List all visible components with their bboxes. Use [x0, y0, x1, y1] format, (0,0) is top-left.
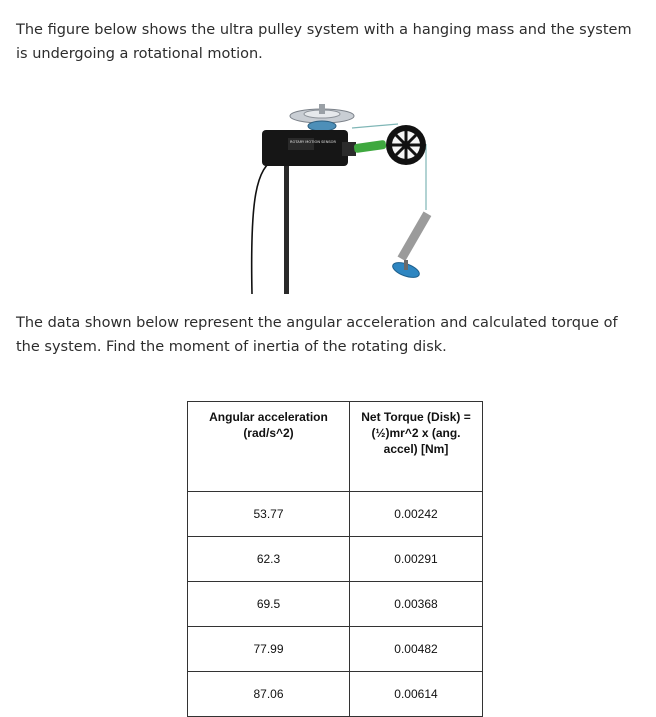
support-rod [284, 158, 289, 294]
cell-angular-acceleration: 69.5 [188, 582, 350, 627]
table-row [188, 582, 483, 627]
cell-net-torque: 0.00242 [350, 492, 483, 537]
cell-net-torque: 0.00482 [350, 627, 483, 672]
question-paragraph: The data shown below represent the angular acceleration and calculated torque of the system. Find the moment of inertia of the rotating disk. [16, 315, 618, 355]
header-angular-acceleration: Angular acceleration (rad/s^2) [188, 402, 350, 492]
cell-net-torque: 0.00614 [350, 672, 483, 717]
intro-paragraph: The figure below shows the ultra pulley system with a hanging mass and the system is undergoing a rotational motion. [16, 22, 632, 62]
table-row [188, 672, 483, 717]
pulley-clamp-arm [354, 140, 387, 153]
data-table [187, 401, 483, 717]
hanging-mass [391, 211, 432, 280]
string [352, 124, 398, 128]
pulley-wheel [386, 125, 426, 165]
cell-net-torque: 0.00368 [350, 582, 483, 627]
cell-angular-acceleration: 53.77 [188, 492, 350, 537]
pulley-apparatus-figure [246, 98, 446, 294]
cell-angular-acceleration: 77.99 [188, 627, 350, 672]
cell-angular-acceleration: 87.06 [188, 672, 350, 717]
table-row [188, 537, 483, 582]
cell-angular-acceleration: 62.3 [188, 537, 350, 582]
header-net-torque: Net Torque (Disk) = (½)mr^2 x (ang. accel) [Nm] [350, 402, 483, 492]
cell-net-torque: 0.00291 [350, 537, 483, 582]
table-row [188, 492, 483, 537]
sensor-cable [252, 158, 276, 294]
sensor-label: ROTARY MOTION SENSOR [290, 140, 336, 144]
table-row [188, 627, 483, 672]
table-header-row [188, 402, 483, 492]
